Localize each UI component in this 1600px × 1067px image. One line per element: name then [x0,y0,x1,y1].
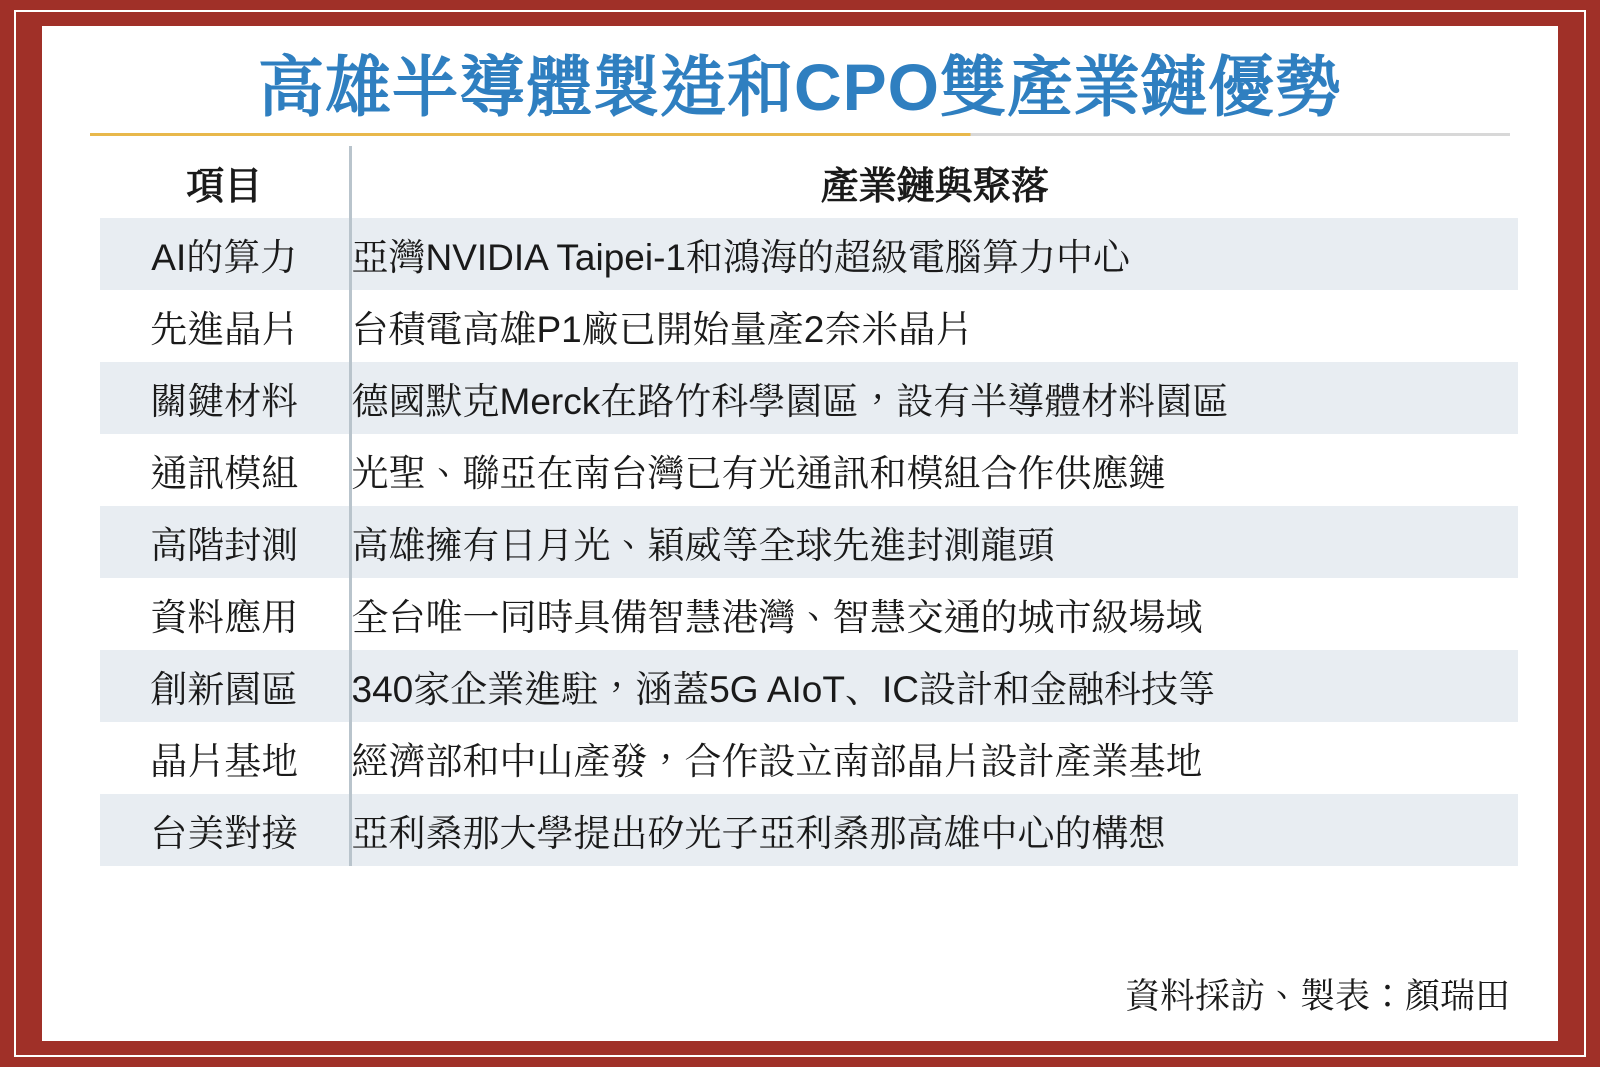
table-row [100,650,1518,722]
table-body [100,218,1518,866]
row-item: 通訊模組 [100,434,350,506]
row-item: 先進晶片 [100,290,350,362]
industry-chain-table [100,146,1518,866]
source-credit: 資料採訪、製表：顏瑞田 [1124,977,1510,1016]
row-desc: 亞利桑那大學提出矽光子亞利桑那高雄中心的構想 [350,794,1518,866]
column-header-item: 項目 [186,165,263,208]
title-divider [90,133,1510,136]
row-desc: 德國默克Merck在路竹科學園區，設有半導體材料園區 [350,362,1518,434]
title-block [42,26,1558,146]
table-row [100,722,1518,794]
table-header-row [100,146,1518,218]
table-area [42,146,1558,955]
row-item: 高階封測 [100,506,350,578]
row-desc: 高雄擁有日月光、穎威等全球先進封測龍頭 [350,506,1518,578]
table-row [100,794,1518,866]
table-row [100,578,1518,650]
row-desc: 台積電高雄P1廠已開始量產2奈米晶片 [350,290,1518,362]
row-item: 資料應用 [100,578,350,650]
row-desc: 亞灣NVIDIA Taipei-1和鴻海的超級電腦算力中心 [350,218,1518,290]
table-row [100,362,1518,434]
table-header [100,146,1518,218]
table-row [100,434,1518,506]
page-title: 高雄半導體製造和CPO雙產業鏈優勢 [257,50,1343,124]
row-item: 台美對接 [100,794,350,866]
row-item: 關鍵材料 [100,362,350,434]
row-desc: 340家企業進駐，涵蓋5G AIoT、IC設計和金融科技等 [350,650,1518,722]
row-desc: 全台唯一同時具備智慧港灣、智慧交通的城市級場域 [350,578,1518,650]
row-item: AI的算力 [100,218,350,290]
row-item: 創新園區 [100,650,350,722]
table-row [100,290,1518,362]
row-desc: 經濟部和中山產發，合作設立南部晶片設計產業基地 [350,722,1518,794]
row-item: 晶片基地 [100,722,350,794]
column-header-desc: 產業鏈與聚落 [350,146,1518,218]
table-row [100,506,1518,578]
table-row [100,218,1518,290]
infographic-card [42,26,1558,1041]
row-desc: 光聖、聯亞在南台灣已有光通訊和模組合作供應鏈 [350,434,1518,506]
